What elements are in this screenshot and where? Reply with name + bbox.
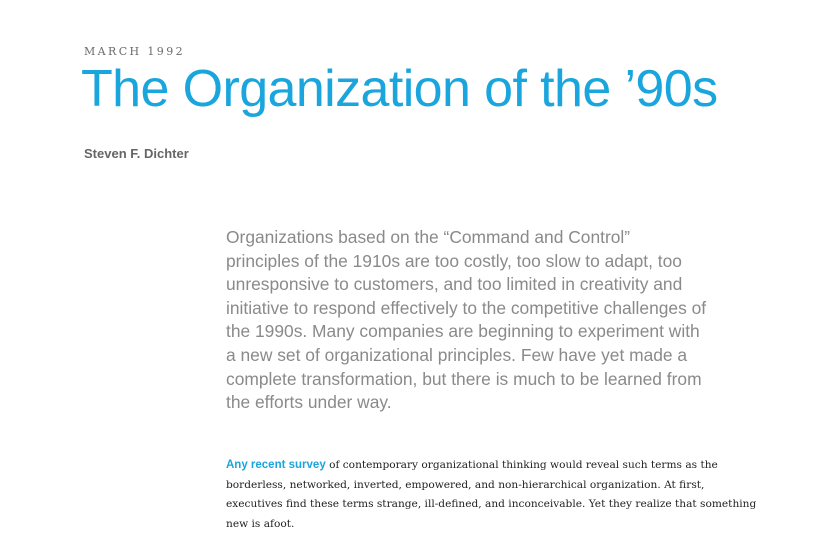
body-line-text: of contemporary organizational thinking would reveal such terms as the [325,459,718,471]
deck-line: the efforts under way. [226,392,392,413]
body-line [226,456,786,476]
body-line: borderless, networked, inverted, empowered, and non-hierarchical organization. At first, [226,478,705,491]
dateline: MARCH 1992 [84,45,185,58]
deck-line: principles of the 1910s are too costly, too slow to adapt, too [226,250,682,271]
deck-line: unresponsive to customers, and too limited in creativity and [226,274,683,295]
deck-line: complete transformation, but there is much to be learned from [226,368,702,389]
author-byline: Steven F. Dichter [84,146,189,161]
article-title: The Organization of the ’90s [81,60,718,118]
deck-line: Organizations based on the “Command and Control” [226,227,631,247]
article-deck [226,226,746,415]
lead-in: Any recent survey [226,459,326,471]
body-paragraph [226,456,786,534]
body-line: new is afoot. [226,517,295,530]
deck-line: the 1990s. Many companies are beginning to experiment with [226,321,700,342]
deck-line: initiative to respond effectively to the competitive challenges of [226,297,707,318]
deck-line: a new set of organizational principles. Few have yet made a [226,344,688,365]
body-line: executives find these terms strange, ill-defined, and inconceivable. Yet they realize that something [226,498,757,510]
